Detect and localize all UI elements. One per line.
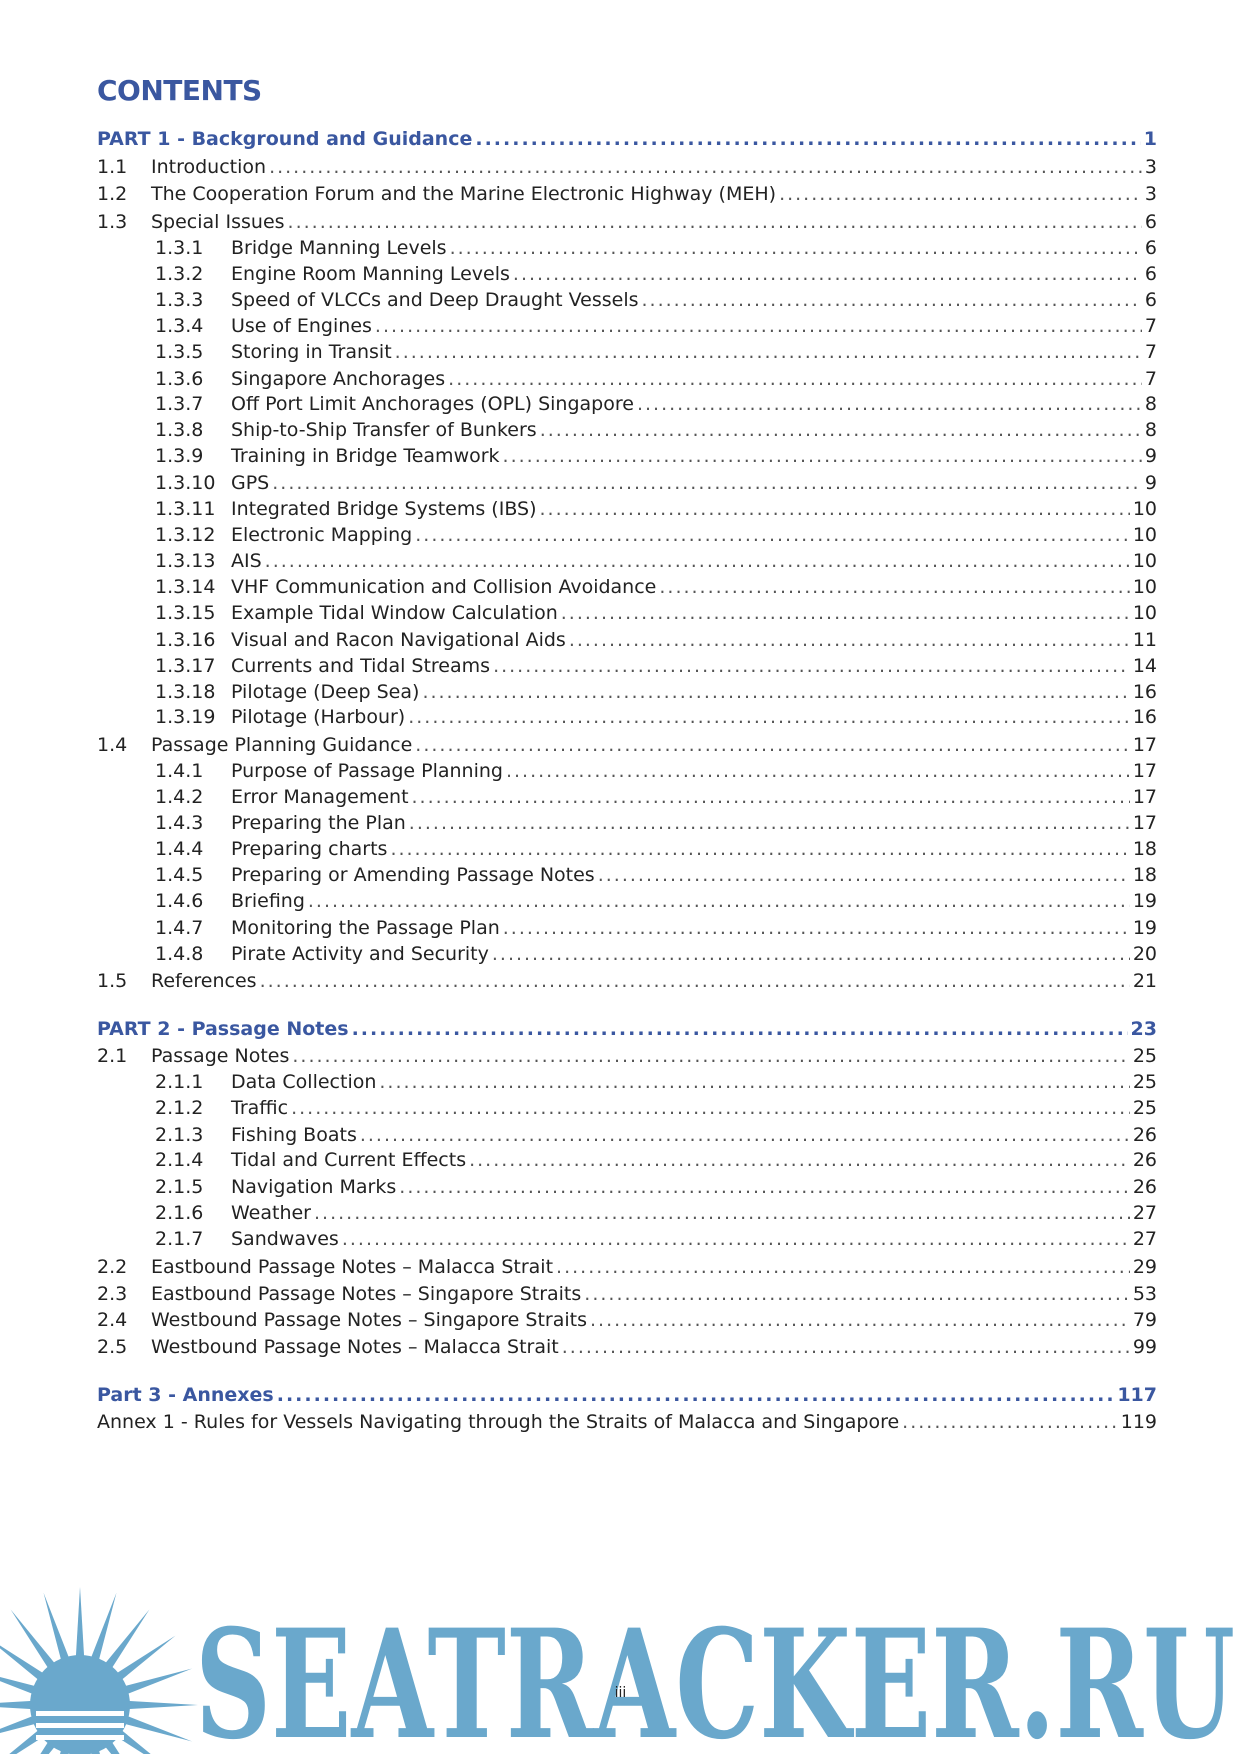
toc-entry-title: Eastbound Passage Notes – Singapore Straits xyxy=(151,1283,582,1305)
toc-entry-number: 1.3.10 xyxy=(155,472,216,494)
toc-entry-title: Preparing charts xyxy=(231,838,388,860)
toc-entry-page: 3 xyxy=(1144,156,1157,178)
toc-entry-number: 1.3.5 xyxy=(155,341,204,363)
toc-entry-number: 1.3.13 xyxy=(155,550,216,572)
toc-entry[interactable] xyxy=(97,968,1157,994)
toc-entry[interactable] xyxy=(97,1200,1157,1226)
toc-entry[interactable] xyxy=(97,470,1157,496)
toc-entry-page: 10 xyxy=(1132,550,1157,572)
dot-leader xyxy=(556,1254,1130,1280)
toc-entry-number: 1.4 xyxy=(97,734,128,756)
sun-ray xyxy=(76,1587,84,1657)
toc-entry-number: 2.4 xyxy=(97,1309,128,1331)
toc-entry[interactable] xyxy=(97,836,1157,862)
toc-entry[interactable] xyxy=(97,522,1157,548)
toc-entry-page: 53 xyxy=(1132,1283,1157,1305)
toc-entry-number: 1.3.17 xyxy=(155,655,216,677)
toc-entry[interactable] xyxy=(97,1147,1157,1173)
toc-entry[interactable] xyxy=(97,810,1157,836)
toc-entry[interactable] xyxy=(97,1043,1157,1069)
dot-leader xyxy=(409,810,1130,836)
toc-entry-page: 9 xyxy=(1144,445,1157,467)
dot-leader xyxy=(314,1200,1130,1226)
toc-entry[interactable] xyxy=(97,1254,1157,1280)
toc-entry-title: PART 1 - Background and Guidance xyxy=(97,128,473,150)
dot-leader xyxy=(288,209,1142,235)
toc-entry-page: 9 xyxy=(1144,472,1157,494)
toc-entry-title: Preparing the Plan xyxy=(231,812,406,834)
toc-entry-title: Traffic xyxy=(231,1097,289,1119)
toc-entry-title: Currents and Tidal Streams xyxy=(231,655,491,677)
toc-entry[interactable] xyxy=(97,704,1157,730)
toc-entry-number: 1.4.5 xyxy=(155,864,204,886)
dot-leader xyxy=(292,1043,1129,1069)
toc-entry-number: 1.3.8 xyxy=(155,419,204,441)
sun-ray xyxy=(91,1593,117,1661)
dot-leader xyxy=(412,784,1130,810)
toc-entry-page: 17 xyxy=(1132,760,1157,782)
toc-entry[interactable] xyxy=(97,313,1157,339)
toc-entry-title: Storing in Transit xyxy=(231,341,392,363)
toc-entry-number: 2.5 xyxy=(97,1336,128,1358)
toc-entry[interactable] xyxy=(97,600,1157,626)
toc-entry-page: 26 xyxy=(1132,1124,1157,1146)
toc-entry[interactable] xyxy=(97,287,1157,313)
toc-entry[interactable] xyxy=(97,339,1157,365)
toc-entry-page: 7 xyxy=(1144,368,1157,390)
toc-entry-title: VHF Communication and Collision Avoidance xyxy=(231,576,657,598)
dot-leader xyxy=(493,653,1130,679)
toc-entry-page: 7 xyxy=(1144,315,1157,337)
toc-entry-page: 14 xyxy=(1132,655,1157,677)
sun-ray xyxy=(0,1730,44,1754)
toc-entry-number: 1.3.19 xyxy=(155,706,216,728)
toc-entry-number: 1.3.4 xyxy=(155,315,204,337)
watermark xyxy=(0,1585,1241,1754)
toc-entry-page: 25 xyxy=(1132,1045,1157,1067)
toc-entry-title: Example Tidal Window Calculation xyxy=(231,602,558,624)
toc-entry-title: Purpose of Passage Planning xyxy=(231,760,503,782)
toc-entry[interactable] xyxy=(97,627,1157,653)
dot-leader xyxy=(448,366,1142,392)
toc-entry-page: 17 xyxy=(1132,734,1157,756)
toc-entry-title: Pilotage (Harbour) xyxy=(231,706,406,728)
toc-entry[interactable] xyxy=(97,1174,1157,1200)
toc-entry[interactable] xyxy=(97,181,1157,207)
dot-leader xyxy=(642,287,1142,313)
toc-entry-number: 2.1 xyxy=(97,1045,128,1067)
page-title: CONTENTS xyxy=(97,74,262,107)
toc-entry-number: 1.3.9 xyxy=(155,445,204,467)
sun-ray xyxy=(124,1716,192,1742)
toc-entry[interactable] xyxy=(97,732,1157,758)
toc-part-heading[interactable] xyxy=(97,1016,1157,1042)
dot-leader xyxy=(503,443,1142,469)
toc-entry-page: 6 xyxy=(1144,289,1157,311)
toc-entry[interactable] xyxy=(97,915,1157,941)
toc-entry[interactable] xyxy=(97,574,1157,600)
toc-entry[interactable] xyxy=(97,653,1157,679)
toc-entry-number: 2.1.7 xyxy=(155,1228,204,1250)
toc-entry[interactable] xyxy=(97,417,1157,443)
dot-leader xyxy=(584,1281,1130,1307)
dot-leader xyxy=(342,1226,1130,1252)
toc-entry[interactable] xyxy=(97,443,1157,469)
dot-leader xyxy=(360,1122,1130,1148)
toc-entry-title: Engine Room Manning Levels xyxy=(231,263,510,285)
page-number: iii xyxy=(614,1685,627,1701)
dot-leader xyxy=(540,417,1142,443)
dot-leader xyxy=(422,679,1129,705)
dot-leader xyxy=(659,574,1129,600)
toc-entry-title: Annex 1 - Rules for Vessels Navigating through the Straits of Malacca and Singapore xyxy=(97,1411,900,1433)
toc-entry-title: Part 3 - Annexes xyxy=(97,1384,274,1406)
dot-leader xyxy=(598,862,1130,888)
dot-leader xyxy=(375,313,1142,339)
toc-entry-page: 16 xyxy=(1132,706,1157,728)
toc-entry-number: 1.4.2 xyxy=(155,786,204,808)
toc-entry[interactable] xyxy=(97,679,1157,705)
dot-leader xyxy=(408,704,1130,730)
toc-entry-number: 1.4.8 xyxy=(155,943,204,965)
toc-entry-title: Special Issues xyxy=(151,211,285,233)
toc-entry-title: Use of Engines xyxy=(231,315,372,337)
toc-entry-page: 25 xyxy=(1132,1071,1157,1093)
dot-leader xyxy=(308,888,1130,914)
toc-entry-number: 2.1.6 xyxy=(155,1202,204,1224)
toc-entry-page: 10 xyxy=(1132,524,1157,546)
sun-ray xyxy=(44,1593,70,1661)
toc-part-heading[interactable] xyxy=(97,126,1157,152)
toc-entry-page: 27 xyxy=(1132,1202,1157,1224)
toc-entry-number: 1.3.2 xyxy=(155,263,204,285)
toc-entry-title: Passage Notes xyxy=(151,1045,290,1067)
toc-entry-number: 1.3.12 xyxy=(155,524,216,546)
toc-entry-page: 21 xyxy=(1132,970,1157,992)
toc-entry-number: 2.1.4 xyxy=(155,1149,204,1171)
toc-entry-number: 2.2 xyxy=(97,1256,128,1278)
toc-entry-title: Preparing or Amending Passage Notes xyxy=(231,864,595,886)
toc-entry-page: 79 xyxy=(1132,1309,1157,1331)
toc-entry-number: 1.3 xyxy=(97,211,128,233)
toc-entry-title: Weather xyxy=(231,1202,311,1224)
toc-entry-title: PART 2 - Passage Notes xyxy=(97,1018,349,1040)
toc-entry-page: 7 xyxy=(1144,341,1157,363)
toc-entry-page: 10 xyxy=(1132,602,1157,624)
dot-leader xyxy=(415,732,1130,758)
sun-ray xyxy=(0,1701,32,1709)
toc-entry-title: Tidal and Current Effects xyxy=(231,1149,467,1171)
toc-entry-page: 1 xyxy=(1143,128,1157,150)
toc-entry-page: 10 xyxy=(1132,498,1157,520)
toc-entry[interactable] xyxy=(97,496,1157,522)
dot-leader xyxy=(395,339,1142,365)
toc-entry-number: 1.3.7 xyxy=(155,393,204,415)
watermark-text: SEATRACKER.RU xyxy=(195,1597,1235,1754)
sun-logo-icon xyxy=(0,1587,198,1754)
toc-entry-page: 10 xyxy=(1132,576,1157,598)
toc-entry-page: 119 xyxy=(1120,1411,1157,1433)
horizon-line xyxy=(36,1735,124,1740)
toc-entry-page: 26 xyxy=(1132,1149,1157,1171)
toc-entry-page: 16 xyxy=(1132,681,1157,703)
toc-entry-number: 1.3.16 xyxy=(155,629,216,651)
toc-entry-page: 3 xyxy=(1144,183,1157,205)
toc-entry[interactable] xyxy=(97,548,1157,574)
dot-leader xyxy=(540,496,1130,522)
toc-entry-number: 1.3.15 xyxy=(155,602,216,624)
toc-entry-title: Singapore Anchorages xyxy=(231,368,446,390)
toc-entry[interactable] xyxy=(97,391,1157,417)
toc-entry[interactable] xyxy=(97,261,1157,287)
dot-leader xyxy=(272,470,1142,496)
dot-leader xyxy=(902,1409,1118,1435)
toc-entry-page: 19 xyxy=(1132,890,1157,912)
toc-entry-page: 99 xyxy=(1132,1336,1157,1358)
toc-entry-title: Navigation Marks xyxy=(231,1176,397,1198)
dot-leader xyxy=(561,600,1130,626)
toc-entry[interactable] xyxy=(97,888,1157,914)
toc-entry[interactable] xyxy=(97,784,1157,810)
dot-leader xyxy=(352,1016,1128,1042)
toc-entry-number: 1.4.3 xyxy=(155,812,204,834)
dot-leader xyxy=(562,1334,1130,1360)
dot-leader xyxy=(590,1307,1130,1333)
toc-entry-page: 23 xyxy=(1130,1018,1157,1040)
toc-entry[interactable] xyxy=(97,1334,1157,1360)
toc-entry-number: 1.3.1 xyxy=(155,237,204,259)
toc-entry-page: 17 xyxy=(1132,786,1157,808)
toc-entry-number: 1.2 xyxy=(97,183,128,205)
dot-leader xyxy=(469,1147,1130,1173)
toc-entry-title: Data Collection xyxy=(231,1071,377,1093)
dot-leader xyxy=(503,915,1130,941)
toc-entry-title: GPS xyxy=(231,472,270,494)
dot-leader xyxy=(399,1174,1130,1200)
toc-entry-number: 1.4.7 xyxy=(155,917,204,939)
toc-entry-page: 19 xyxy=(1132,917,1157,939)
toc-entry-title: The Cooperation Forum and the Marine Electronic Highway (MEH) xyxy=(151,183,777,205)
toc-entry-title: Bridge Manning Levels xyxy=(231,237,447,259)
toc-entry-number: 1.4.1 xyxy=(155,760,204,782)
toc-entry-number: 2.1.3 xyxy=(155,1124,204,1146)
toc-entry-title: Westbound Passage Notes – Singapore Straits xyxy=(151,1309,587,1331)
toc-entry-page: 17 xyxy=(1132,812,1157,834)
toc-entry-title: Eastbound Passage Notes – Malacca Strait xyxy=(151,1256,554,1278)
dot-leader xyxy=(415,522,1130,548)
toc-entry-title: Training in Bridge Teamwork xyxy=(231,445,500,467)
toc-entry-title: Pirate Activity and Security xyxy=(231,943,489,965)
toc-entry-title: References xyxy=(151,970,257,992)
toc-entry-number: 1.3.6 xyxy=(155,368,204,390)
toc-entry-title: Passage Planning Guidance xyxy=(151,734,413,756)
toc-entry[interactable] xyxy=(97,1307,1157,1333)
toc-entry-number: 2.3 xyxy=(97,1283,128,1305)
toc-entry-page: 117 xyxy=(1117,1384,1157,1406)
dot-leader xyxy=(513,261,1142,287)
toc-entry[interactable] xyxy=(97,758,1157,784)
toc-entry-title: Pilotage (Deep Sea) xyxy=(231,681,420,703)
toc-entry[interactable] xyxy=(97,1095,1157,1121)
toc-entry-title: Ship-to-Ship Transfer of Bunkers xyxy=(231,419,537,441)
toc-entry[interactable] xyxy=(97,1226,1157,1252)
toc-entry-title: Off Port Limit Anchorages (OPL) Singapore xyxy=(231,393,634,415)
dot-leader xyxy=(450,235,1142,261)
dot-leader xyxy=(265,548,1130,574)
dot-leader xyxy=(569,627,1130,653)
toc-entry[interactable] xyxy=(97,1409,1157,1435)
toc-entry-number: 1.3.11 xyxy=(155,498,216,520)
dot-leader xyxy=(492,941,1130,967)
dot-leader xyxy=(475,126,1140,152)
toc-entry-page: 6 xyxy=(1144,237,1157,259)
toc-entry-page: 18 xyxy=(1132,864,1157,886)
toc-entry-title: Speed of VLCCs and Deep Draught Vessels xyxy=(231,289,639,311)
toc-entry-page: 11 xyxy=(1132,629,1157,651)
toc-entry-number: 1.5 xyxy=(97,970,128,992)
toc-entry-number: 1.4.6 xyxy=(155,890,204,912)
dot-leader xyxy=(291,1095,1130,1121)
toc-entry-page: 25 xyxy=(1132,1097,1157,1119)
toc-entry[interactable] xyxy=(97,862,1157,888)
toc-entry-title: Fishing Boats xyxy=(231,1124,357,1146)
toc-entry-number: 1.4.4 xyxy=(155,838,204,860)
toc-entry-title: Sandwaves xyxy=(231,1228,339,1250)
toc-entry[interactable] xyxy=(97,941,1157,967)
toc-part-heading[interactable] xyxy=(97,1382,1157,1408)
toc-entry[interactable] xyxy=(97,366,1157,392)
dot-leader xyxy=(379,1069,1129,1095)
toc-entry-number: 1.3.14 xyxy=(155,576,216,598)
toc-entry-number: 1.3.18 xyxy=(155,681,216,703)
toc-entry-number: 1.3.3 xyxy=(155,289,204,311)
dot-leader xyxy=(637,391,1142,417)
toc-entry-title: Integrated Bridge Systems (IBS) xyxy=(231,498,537,520)
toc-entry[interactable] xyxy=(97,1281,1157,1307)
toc-entry-page: 27 xyxy=(1132,1228,1157,1250)
horizon-line xyxy=(36,1711,124,1716)
toc-entry-page: 6 xyxy=(1144,211,1157,233)
toc-entry-page: 8 xyxy=(1144,419,1157,441)
toc-entry-number: 2.1.2 xyxy=(155,1097,204,1119)
toc-entry-title: AIS xyxy=(231,550,262,572)
toc-entry[interactable] xyxy=(97,235,1157,261)
toc-entry-title: Visual and Racon Navigational Aids xyxy=(231,629,566,651)
horizon-line xyxy=(36,1723,124,1728)
toc-entry-page: 20 xyxy=(1132,943,1157,965)
toc-entry-title: Introduction xyxy=(151,156,267,178)
toc-entry-page: 6 xyxy=(1144,263,1157,285)
toc-entry-title: Electronic Mapping xyxy=(231,524,413,546)
toc-entry[interactable] xyxy=(97,209,1157,235)
dot-leader xyxy=(277,1382,1115,1408)
toc-entry-page: 29 xyxy=(1132,1256,1157,1278)
toc-entry[interactable] xyxy=(97,154,1157,180)
toc-entry[interactable] xyxy=(97,1069,1157,1095)
toc-entry-page: 8 xyxy=(1144,393,1157,415)
toc-entry-number: 2.1.5 xyxy=(155,1176,204,1198)
sun-ray xyxy=(128,1701,198,1709)
toc-entry-page: 18 xyxy=(1132,838,1157,860)
toc-entry[interactable] xyxy=(97,1122,1157,1148)
toc-entry-number: 1.1 xyxy=(97,156,128,178)
toc-entry-title: Briefing xyxy=(231,890,305,912)
dot-leader xyxy=(390,836,1129,862)
toc-entry-title: Monitoring the Passage Plan xyxy=(231,917,500,939)
dot-leader xyxy=(779,181,1142,207)
toc-entry-title: Westbound Passage Notes – Malacca Strait xyxy=(151,1336,559,1358)
toc-entry-page: 26 xyxy=(1132,1176,1157,1198)
toc-entry-number: 2.1.1 xyxy=(155,1071,204,1093)
toc-entry-title: Error Management xyxy=(231,786,409,808)
dot-leader xyxy=(260,968,1130,994)
dot-leader xyxy=(506,758,1130,784)
dot-leader xyxy=(269,154,1142,180)
